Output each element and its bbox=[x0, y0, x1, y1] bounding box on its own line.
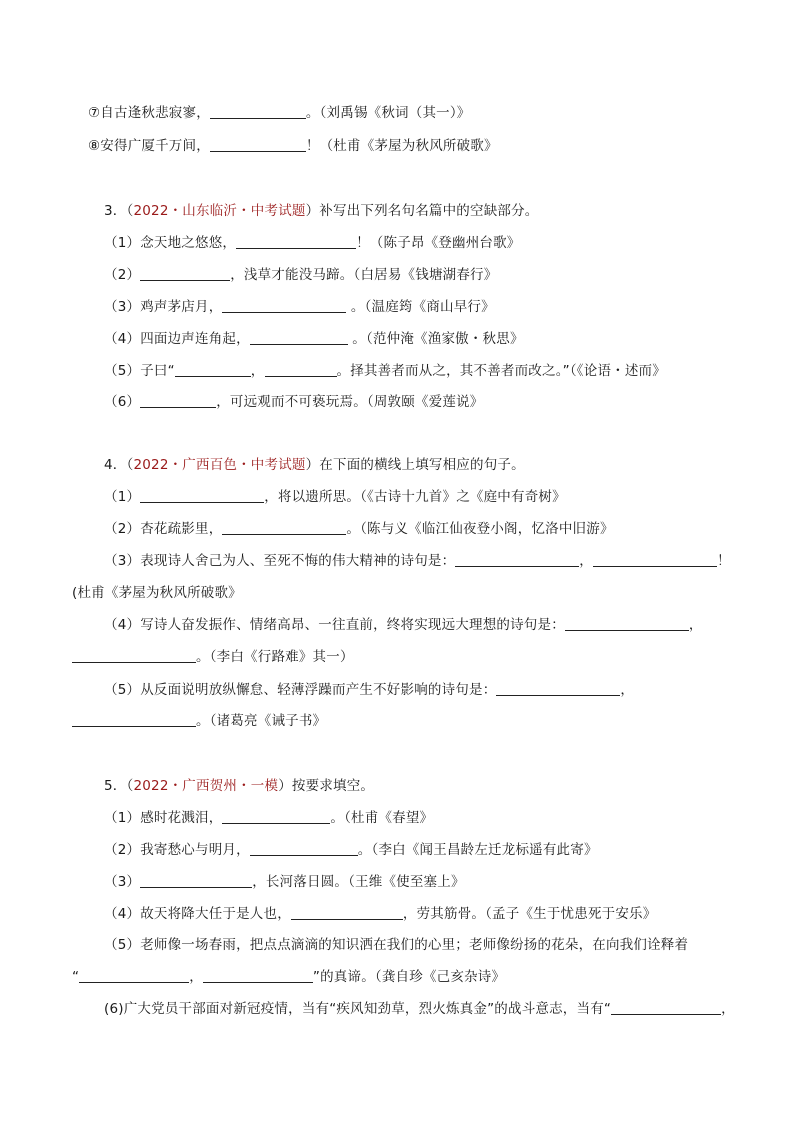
text-line bbox=[104, 455, 525, 475]
line-text: ）补写出下列名句名篇中的空缺部分。 bbox=[305, 203, 539, 219]
answer-blank[interactable] bbox=[72, 712, 196, 727]
answer-blank[interactable] bbox=[236, 234, 356, 249]
answer-blank[interactable] bbox=[79, 968, 189, 983]
line-text: ，浅草才能没马蹄。（白居易《钱塘湖春行》 bbox=[230, 267, 498, 283]
answer-blank[interactable] bbox=[265, 362, 337, 377]
answer-blank[interactable] bbox=[593, 552, 717, 567]
answer-blank[interactable] bbox=[565, 616, 689, 631]
text-line bbox=[104, 615, 703, 635]
answer-blank[interactable] bbox=[203, 968, 313, 983]
text-line bbox=[104, 297, 495, 317]
line-text: 。（李白《闻王昌龄左迁龙标遥有此寄》 bbox=[357, 842, 598, 858]
line-text: “ bbox=[72, 969, 80, 985]
line-text: 。择其善者而从之，其不善者而改之。”（《论语・述而》 bbox=[336, 363, 666, 379]
line-text: ， bbox=[688, 617, 703, 633]
answer-blank[interactable] bbox=[250, 841, 358, 856]
question-source: 2022・山东临沂・中考试题 bbox=[133, 203, 306, 219]
line-text: 。（刘禹锡《秋词（其一）》 bbox=[305, 105, 471, 121]
line-text: （5）子曰“ bbox=[104, 363, 175, 379]
text-line bbox=[104, 519, 614, 539]
line-text: ， bbox=[620, 682, 635, 698]
line-text: （1）念天地之悠悠， bbox=[104, 235, 237, 251]
text-line bbox=[104, 776, 374, 796]
question-source: 2022・广西百色・中考试题 bbox=[133, 457, 306, 473]
question-source: 2022・广西贺州・一模 bbox=[133, 778, 279, 794]
text-line bbox=[72, 711, 326, 731]
answer-blank[interactable] bbox=[210, 137, 306, 152]
answer-blank[interactable] bbox=[140, 393, 216, 408]
answer-blank[interactable] bbox=[140, 488, 264, 503]
line-text: ）按要求填空。 bbox=[278, 778, 375, 794]
answer-blank[interactable] bbox=[210, 104, 306, 119]
text-line bbox=[72, 967, 505, 987]
text-line bbox=[104, 872, 465, 892]
answer-blank[interactable] bbox=[611, 1000, 721, 1015]
line-text: （1） bbox=[104, 489, 141, 505]
line-text: （3）表现诗人舍己为人、至死不悔的伟大精神的诗句是： bbox=[104, 553, 456, 569]
line-text: ， bbox=[189, 969, 203, 985]
line-text: 。（温庭筠《商山早行》 bbox=[346, 299, 495, 315]
line-text: （1）感时花溅泪， bbox=[104, 810, 223, 826]
text-line bbox=[88, 136, 498, 156]
line-text: ， bbox=[721, 1001, 735, 1017]
line-text: ， bbox=[579, 553, 593, 569]
answer-blank[interactable] bbox=[140, 266, 230, 281]
text-line bbox=[104, 329, 524, 349]
line-text: (6)广大党员干部面对新冠疫情，当有“疾风知劲草，烈火炼真金”的战斗意志，当有“ bbox=[104, 1001, 612, 1017]
line-text: （5）老师像一场春雨，把点点滴滴的知识洒在我们的心里；老师像纷扬的花朵，在向我们诠释着 bbox=[104, 937, 689, 953]
line-text: ！（陈子昂《登幽州台歌》 bbox=[356, 235, 521, 251]
line-text: 。（诸葛亮《诫子书》 bbox=[196, 713, 327, 729]
line-text: （2）杏花疏影里， bbox=[104, 521, 223, 537]
answer-blank[interactable] bbox=[250, 330, 348, 345]
line-text: ，可远观而不可亵玩焉。（周敦颐《爱莲说》 bbox=[216, 394, 484, 410]
text-line bbox=[104, 487, 566, 507]
line-text: （2） bbox=[104, 267, 141, 283]
line-text: 3．（ bbox=[104, 203, 134, 219]
answer-blank[interactable] bbox=[496, 681, 620, 696]
line-text: ，长河落日圆。（王维《使至塞上》 bbox=[252, 874, 465, 890]
text-line bbox=[88, 103, 471, 123]
line-text: (杜甫《茅屋为秋风所破歌》 bbox=[72, 585, 242, 601]
text-line bbox=[104, 392, 483, 412]
text-line bbox=[104, 201, 539, 221]
answer-blank[interactable] bbox=[291, 905, 403, 920]
line-text: ！（杜甫《茅屋为秋风所破歌》 bbox=[305, 138, 498, 154]
line-text: ，劳其筋骨。（孟子《生于忧患死于安乐》 bbox=[402, 906, 657, 922]
line-text: 。（杜甫《春望》 bbox=[330, 810, 434, 826]
answer-blank[interactable] bbox=[222, 809, 330, 824]
answer-blank[interactable] bbox=[455, 552, 579, 567]
line-text: ，将以遗所思。（《古诗十九首》之《庭中有奇树》 bbox=[264, 489, 566, 505]
answer-blank[interactable] bbox=[140, 873, 252, 888]
line-text: （5）从反面说明放纵懈怠、轻薄浮躁而产生不好影响的诗句是： bbox=[104, 682, 497, 698]
line-text: 。（范仲淹《渔家傲・秋思》 bbox=[347, 331, 524, 347]
text-line bbox=[104, 935, 688, 955]
line-text: ）在下面的横线上填写相应的句子。 bbox=[305, 457, 525, 473]
line-text: ⑧安得广厦千万间， bbox=[88, 138, 210, 154]
line-text: （2）我寄愁心与明月， bbox=[104, 842, 250, 858]
line-text: （3）鸡声茅店月， bbox=[104, 299, 223, 315]
answer-blank[interactable] bbox=[222, 520, 346, 535]
answer-blank[interactable] bbox=[72, 648, 196, 663]
line-text: 4．（ bbox=[104, 457, 134, 473]
line-text: ！ bbox=[717, 553, 731, 569]
text-line bbox=[104, 999, 735, 1019]
line-text: （6） bbox=[104, 394, 141, 410]
line-text: ， bbox=[250, 363, 265, 379]
line-text: （4）写诗人奋发振作、情绪高昂、一往直前，终将实现远大理想的诗句是： bbox=[104, 617, 565, 633]
text-line bbox=[104, 233, 521, 253]
line-text: ”的真谛。（龚自珍《己亥杂诗》 bbox=[312, 969, 506, 985]
text-line bbox=[104, 551, 731, 571]
line-text: （3） bbox=[104, 874, 141, 890]
line-text: ⑦自古逢秋悲寂寥， bbox=[88, 105, 210, 121]
line-text: 5．（ bbox=[104, 778, 134, 794]
text-line bbox=[104, 680, 634, 700]
line-text: （4）四面边声连角起， bbox=[104, 331, 250, 347]
text-line bbox=[104, 265, 497, 285]
line-text: （4）故天将降大任于是人也， bbox=[104, 906, 291, 922]
text-line bbox=[72, 647, 354, 667]
text-line bbox=[104, 808, 433, 828]
text-line bbox=[72, 583, 242, 603]
line-text: 。（李白《行路难》其一） bbox=[196, 649, 354, 665]
text-line bbox=[104, 840, 598, 860]
line-text: 。（陈与义《临江仙夜登小阁，忆洛中旧游》 bbox=[346, 521, 614, 537]
text-line bbox=[104, 904, 656, 924]
text-line bbox=[104, 361, 666, 381]
answer-blank[interactable] bbox=[175, 362, 251, 377]
answer-blank[interactable] bbox=[222, 298, 346, 313]
